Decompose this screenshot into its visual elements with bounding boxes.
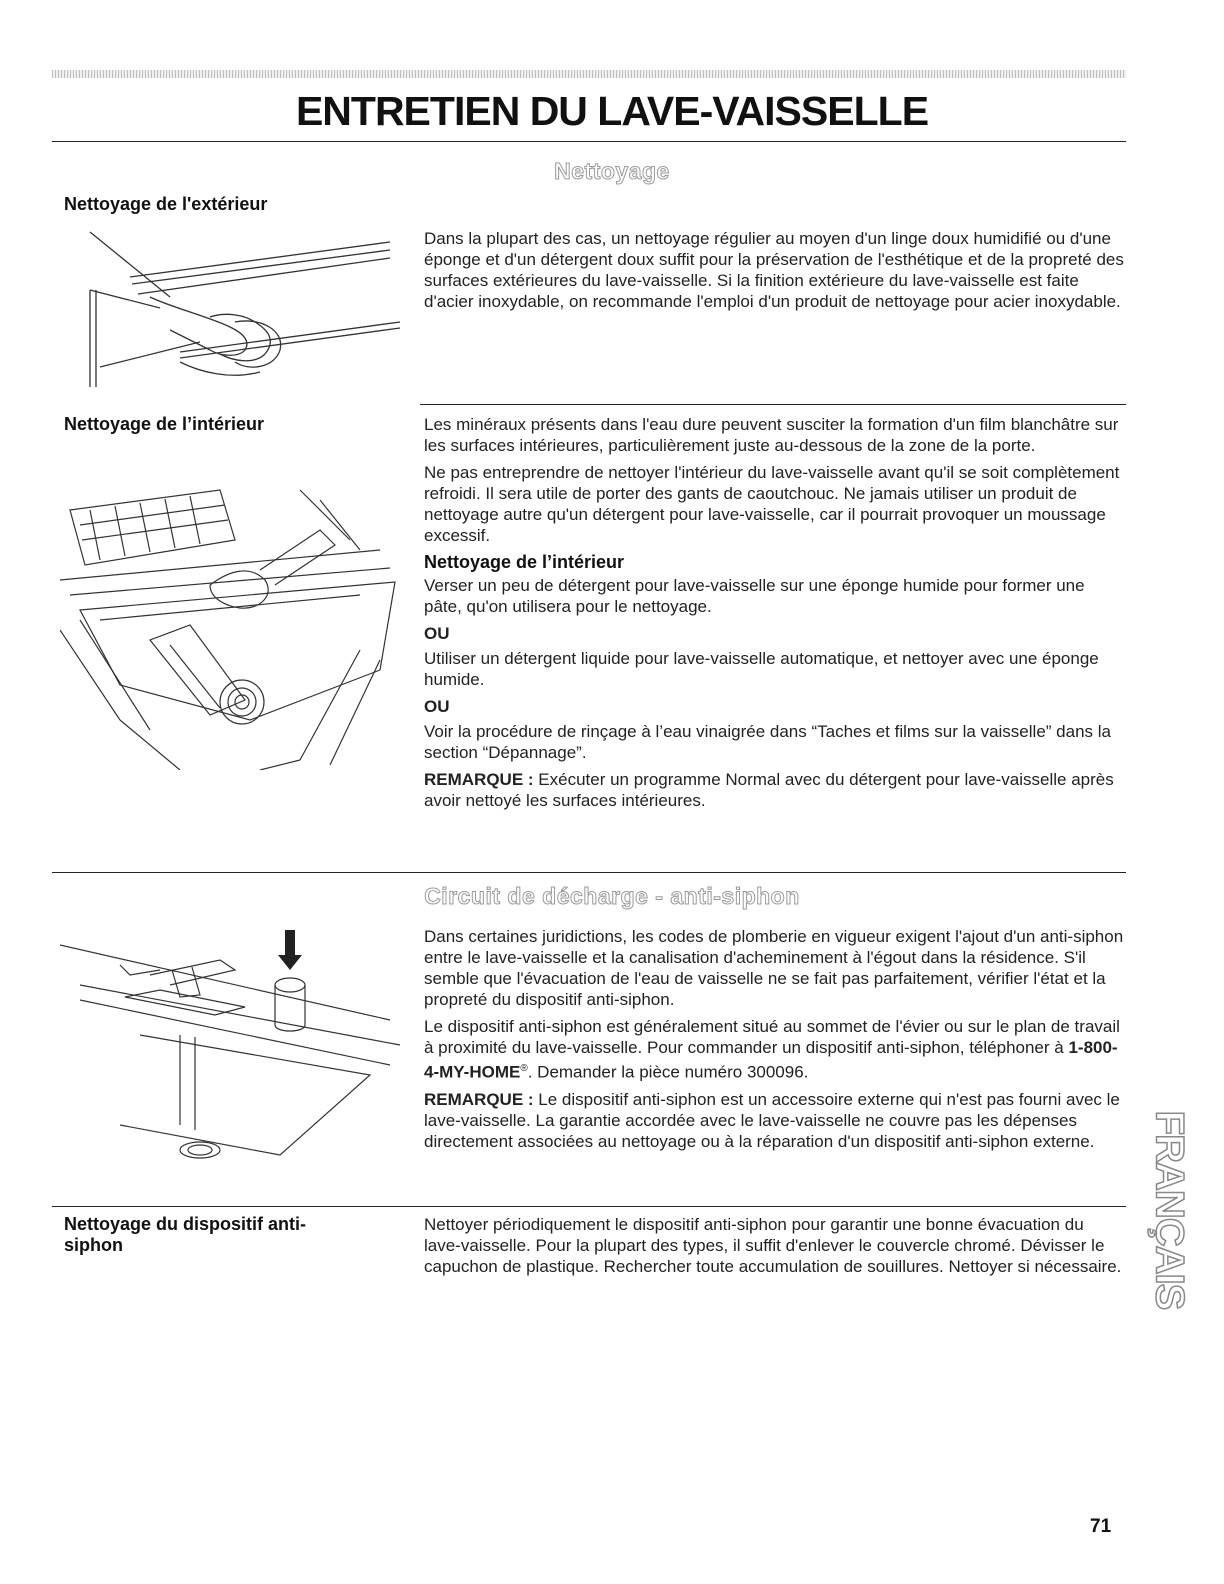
interior-paragraph-3: Verser un peu de détergent pour lave-vaisselle sur une éponge humide pour former une pâte, qu'on utilisera pour le nettoyage. — [424, 576, 1085, 616]
antisiphon-cleaning-rule — [52, 1206, 1126, 1207]
interior-cleaning-text — [424, 414, 1124, 817]
exterior-cleaning-illustration — [60, 222, 405, 392]
exterior-cleaning-text — [424, 228, 1124, 318]
page-number: 71 — [1090, 1516, 1112, 1537]
interior-paragraph-5: Voir la procédure de rinçage à l’eau vinaigrée dans “Taches et films sur la vaisselle” dans la section “Dépannage”. — [424, 722, 1111, 762]
or-label-1: OU — [424, 624, 450, 643]
antisiphon-rule — [52, 872, 1126, 873]
interior-cleaning-heading: Nettoyage de l’intérieur — [64, 414, 265, 434]
antisiphon-note-text: Le dispositif anti-siphon est un accessoire externe qui n'est pas fourni avec le lave-vaisselle. La garantie accordée avec le lave-vaisselle ne couvre pas les dépenses directement associées au nettoyage ou à la réparation d'un dispositif anti-siphon externe. — [424, 1089, 1120, 1151]
language-side-tab-label: FRANÇAIS — [1147, 1110, 1192, 1310]
antisiphon-paragraph-2 — [424, 1016, 1124, 1083]
antisiphon-cleaning-text — [424, 1214, 1124, 1283]
interior-rule — [420, 404, 1126, 405]
interior-note-text: Exécuter un programme Normal avec du détergent pour lave-vaisselle après avoir nettoyé les surfaces intérieures. — [424, 770, 1114, 810]
antisiphon-text — [424, 926, 1124, 1158]
interior-note-label: REMARQUE : — [424, 770, 534, 789]
or-label-2: OU — [424, 697, 450, 716]
antisiphon-cleaning-paragraph: Nettoyer périodiquement le dispositif anti-siphon pour garantir une bonne évacuation du lave-vaisselle. Pour la plupart des types, il suffit d'enlever le couvercle chromé. Dévisser le capuchon de plastique. Rechercher toute accumulation de souillures. Nettoyer si nécessaire. — [424, 1215, 1122, 1276]
section-heading-antisiphon: Circuit de décharge - anti-siphon — [424, 883, 800, 909]
phone-number: 1-800-4-MY-HOME — [424, 1038, 1118, 1082]
language-side-tab — [1147, 1075, 1192, 1345]
interior-note — [424, 769, 1124, 811]
antisiphon-paragraph-2-start: Le dispositif anti-siphon est généralement situé au sommet de l'évier ou sur le plan de travail à proximité du lave-vaisselle. Pour commander un dispositif anti-siphon, téléphoner à — [424, 1017, 1120, 1057]
exterior-cleaning-paragraph: Dans la plupart des cas, un nettoyage régulier au moyen d'un linge doux humidifié ou d'une éponge et d'un détergent doux suffit pour la préservation de l'esthétique et de la propreté des surfaces extérieures du lave-vaisselle. Si la finition extérieure du lave-vaisselle est faite d'acier inoxydable, on recommande l'emploi d'un produit de nettoyage pour acier inoxydable. — [424, 229, 1124, 311]
interior-subheading: Nettoyage de l’intérieur — [424, 552, 625, 572]
antisiphon-paragraph-2-end: . Demander la pièce numéro 300096. — [527, 1062, 809, 1082]
interior-paragraph-1: Les minéraux présents dans l'eau dure peuvent susciter la formation d'un film blanchâtre sur les surfaces intérieures, particulièrement juste au-dessous de la zone de la porte. — [424, 415, 1119, 455]
registered-mark: ® — [520, 1063, 528, 1074]
section-heading-nettoyage: Nettoyage — [554, 158, 670, 184]
antisiphon-illustration — [60, 925, 405, 1170]
page-title: ENTRETIEN DU LAVE-VAISSELLE — [295, 88, 929, 134]
antisiphon-note-label: REMARQUE : — [424, 1089, 534, 1109]
title-rule — [52, 141, 1126, 142]
interior-cleaning-illustration — [60, 470, 405, 770]
top-pattern-band — [52, 70, 1126, 78]
exterior-cleaning-heading: Nettoyage de l'extérieur — [64, 194, 268, 214]
interior-paragraph-2: Ne pas entreprendre de nettoyer l'intérieur du lave-vaisselle avant qu'il se soit complètement refroidi. Il sera utile de porter des gants de caoutchouc. Ne jamais utiliser un produit de nettoyage autre qu'un détergent pour lave-vaisselle, car il pourrait provoquer un moussage excessif. — [424, 463, 1120, 545]
antisiphon-cleaning-heading: Nettoyage du dispositif anti-siphon — [64, 1214, 307, 1255]
antisiphon-note — [424, 1089, 1124, 1152]
interior-paragraph-4: Utiliser un détergent liquide pour lave-vaisselle automatique, et nettoyer avec une éponge humide. — [424, 649, 1099, 689]
antisiphon-paragraph-1: Dans certaines juridictions, les codes de plomberie en vigueur exigent l'ajout d'un anti-siphon entre le lave-vaisselle et la canalisation d'acheminement à l'égout dans la résidence. S'il semble que l'évacuation de l'eau de vaisselle ne se fait pas parfaitement, vérifier l'état et la propreté du dispositif anti-siphon. — [424, 927, 1124, 1009]
